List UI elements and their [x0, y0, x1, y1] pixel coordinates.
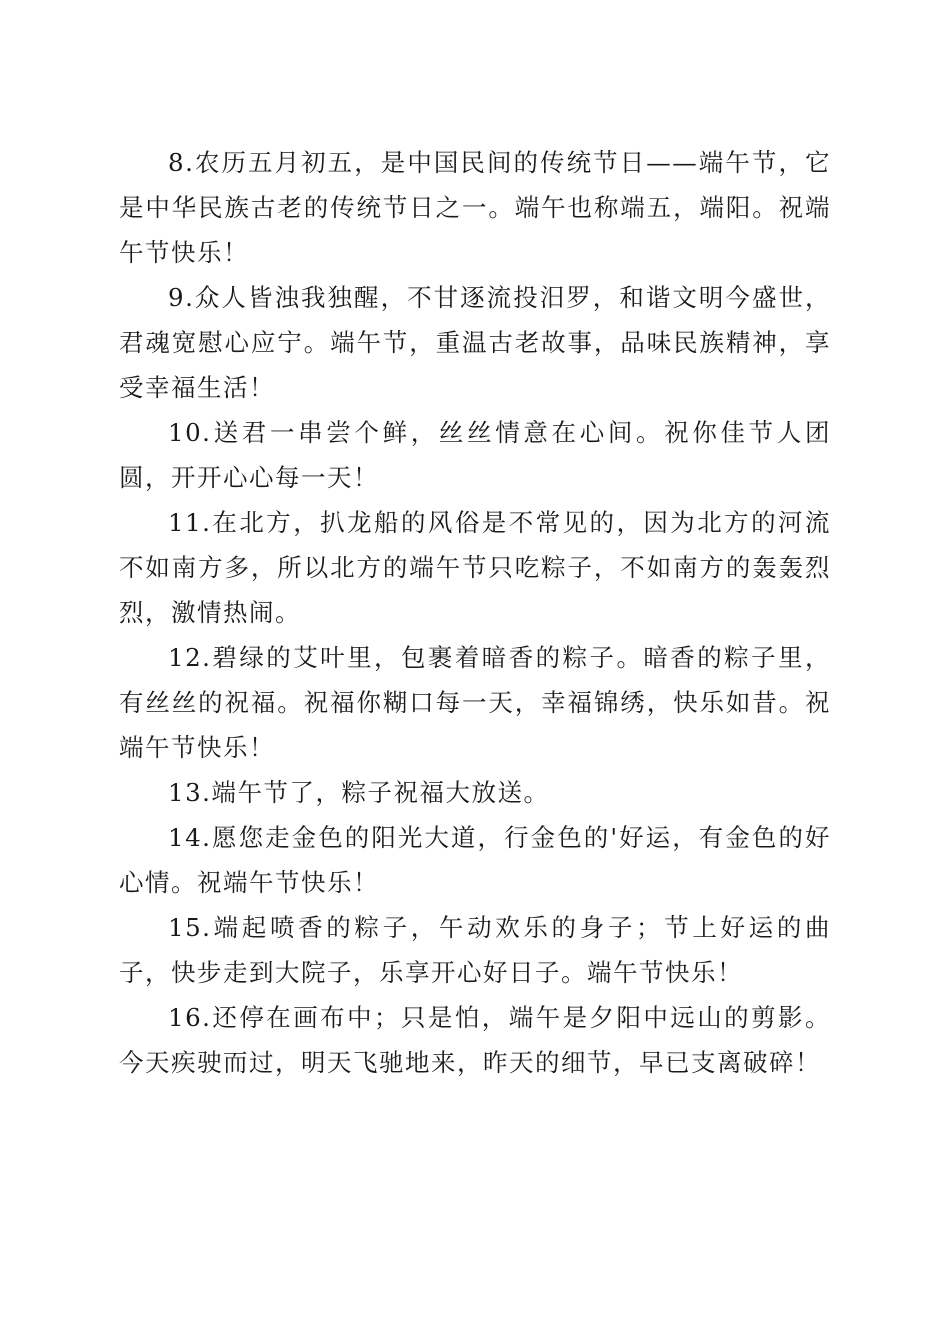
paragraph-11: 11.在北方，扒龙船的风俗是不常见的，因为北方的河流不如南方多，所以北方的端午节只吃粽子，不如南方的轰轰烈烈，激情热闹。 [119, 508, 831, 627]
paragraph-14: 14.愿您走金色的阳光大道，行金色的'好运，有金色的好心情。祝端午节快乐！ [119, 823, 831, 897]
paragraph-10: 10.送君一串尝个鲜，丝丝情意在心间。祝你佳节人团圆，开开心心每一天！ [119, 418, 831, 492]
paragraph-8: 8.农历五月初五，是中国民间的传统节日——端午节，它是中华民族古老的传统节日之一。端午也称端五，端阳。祝端午节快乐！ [119, 148, 831, 267]
paragraph-9: 9.众人皆浊我独醒，不甘逐流投汨罗，和谐文明今盛世，君魂宽慰心应宁。端午节，重温古老故事，品味民族精神，享受幸福生活！ [119, 283, 831, 402]
paragraph-15: 15.端起喷香的粽子，午动欢乐的身子；节上好运的曲子，快步走到大院子，乐享开心好日子。端午节快乐！ [119, 913, 831, 987]
paragraph-12: 12.碧绿的艾叶里，包裹着暗香的粽子。暗香的粽子里，有丝丝的祝福。祝福你糊口每一天，幸福锦绣，快乐如昔。祝端午节快乐！ [119, 643, 831, 762]
document-body [119, 140, 831, 1085]
paragraph-16: 16.还停在画布中；只是怕，端午是夕阳中远山的剪影。今天疾驶而过，明天飞驰地来，昨天的细节，早已支离破碎！ [119, 1003, 831, 1077]
paragraph-13: 13.端午节了，粽子祝福大放送。 [168, 778, 550, 807]
